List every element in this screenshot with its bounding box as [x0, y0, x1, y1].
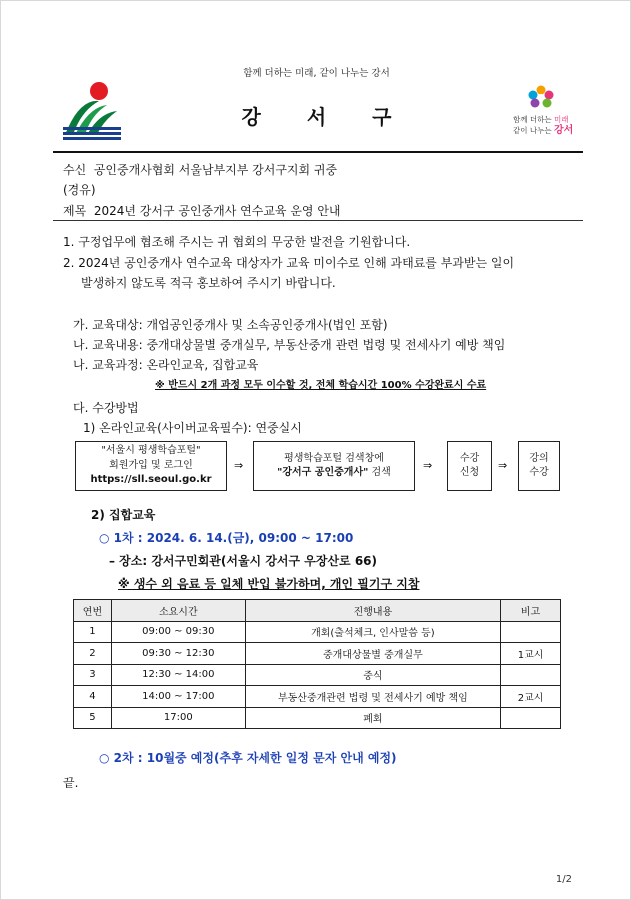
cell-time: 17:00: [111, 707, 245, 729]
table-row: [74, 643, 561, 665]
paragraph-2-line-2: 발생하지 않도록 적극 홍보하여 주시기 바랍니다.: [81, 276, 336, 290]
enrollment-method: 다. 수강방법: [73, 401, 139, 415]
col-header-time: 소요시간: [111, 600, 245, 622]
table-row: [74, 664, 561, 686]
svg-text:함께 더하는 미래: 함께 더하는 미래: [513, 115, 569, 124]
flow-step-apply-line-2: 신청: [459, 467, 480, 478]
cell-content: 개회(출석체크, 인사말씀 등): [245, 621, 500, 643]
cell-content: 중개대상물별 중개실무: [245, 643, 500, 665]
cell-content: 폐회: [245, 707, 500, 729]
subject-label: 제목: [63, 204, 87, 218]
flow-arrow-1: ⇒: [234, 459, 244, 472]
cell-no: 2: [74, 643, 112, 665]
col-header-note: 비고: [501, 600, 561, 622]
flow-step-signup: [75, 441, 227, 491]
cell-time: 12:30 ~ 14:00: [111, 664, 245, 686]
group-education-heading: 2) 집합교육: [91, 508, 156, 522]
flow-search-keyword: "강서구 공인중개사": [277, 467, 369, 478]
flow-step-attend-line-1: 강의: [529, 452, 549, 464]
completion-notice: ※ 반드시 2개 과정 모두 이수할 것, 전체 학습시간 100% 수강완료시 수료: [155, 380, 487, 391]
flow-step-attend-line-2: 수강: [529, 467, 549, 478]
flow-step-search: [253, 441, 415, 491]
flow-arrow-3: ⇒: [498, 459, 508, 472]
flow-step-attend: [518, 441, 560, 491]
cell-no: 4: [74, 686, 112, 708]
cell-note: [501, 621, 561, 643]
cell-content: 중식: [245, 664, 500, 686]
gangseo-slogan-logo: [507, 81, 577, 141]
svg-text:같이 나누는 강서: 같이 나누는 강서: [513, 125, 574, 136]
subject-divider: [53, 220, 583, 221]
flow-step-search-line-2: [277, 466, 391, 481]
cell-no: 1: [74, 621, 112, 643]
cell-no: 3: [74, 664, 112, 686]
table-row: [74, 707, 561, 729]
flow-step-search-line-1: 평생학습포털 검색창에: [284, 452, 384, 464]
header-divider: [53, 151, 583, 153]
flow-step-signup-url: https://sll.seoul.go.kr: [90, 474, 212, 486]
col-header-no: 연번: [74, 600, 112, 622]
cell-note: 1교시: [501, 643, 561, 665]
recipient-value: 공인중개사협회 서울남부지부 강서구지회 귀중: [93, 163, 338, 177]
cell-no: 5: [74, 707, 112, 729]
education-course: 나. 교육과정: 온라인교육, 집합교육: [73, 358, 259, 372]
session-1-venue: – 장소: 강서구민회관(서울시 강서구 우장산로 66): [109, 554, 378, 568]
cell-time: 09:30 ~ 12:30: [111, 643, 245, 665]
education-content: 나. 교육내용: 중개대상물별 중개실무, 부동산중개 관련 법령 및 전세사기 예방 책임: [73, 338, 506, 352]
schedule-table: [73, 599, 561, 729]
cell-content: 부동산중개관련 법령 및 전세사기 예방 책임: [245, 686, 500, 708]
paragraph-2-line-1: 2. 2024년 공인중개사 연수교육 대상자가 교육 미이수로 인해 과태료를 부과받는 일이: [63, 256, 515, 270]
flow-step-signup-line-1: "서울시 평생학습포털": [101, 445, 201, 457]
session-2-notice: ○ 2차 : 10월중 예정(추후 자세한 일정 문자 안내 예정): [99, 751, 397, 765]
flow-step-signup-line-2: 회원가입 및 로그인: [109, 459, 193, 471]
flow-step-apply-line-1: 수강: [459, 452, 480, 464]
page-number: 1/2: [555, 874, 572, 885]
subject-value: 2024년 강서구 공인중개사 연수교육 운영 안내: [93, 204, 341, 218]
education-target: 가. 교육대상: 개업공인중개사 및 소속공인중개사(법인 포함): [73, 318, 388, 332]
subject-line: [63, 202, 341, 219]
cell-time: 09:00 ~ 09:30: [111, 621, 245, 643]
cell-note: [501, 707, 561, 729]
flow-arrow-2: ⇒: [423, 459, 433, 472]
col-header-content: 진행내용: [245, 600, 500, 622]
document-title: 강서구: [241, 105, 438, 129]
recipient-line: [63, 161, 337, 178]
online-education-heading: 1) 온라인교육(사이버교육필수): 연중실시: [83, 421, 302, 435]
flow-search-suffix: 검색: [371, 467, 391, 478]
end-mark: 끝.: [63, 776, 79, 790]
table-row: [74, 686, 561, 708]
session-1-rule: ※ 생수 외 음료 등 일체 반입 불가하며, 개인 필기구 지참: [118, 577, 420, 591]
cell-time: 14:00 ~ 17:00: [111, 686, 245, 708]
flow-step-apply: [447, 441, 492, 491]
via-line: (경유): [63, 183, 96, 197]
schedule-header-row: [74, 600, 561, 622]
slogan-header: 함께 더하는 미래, 같이 나누는 강서: [243, 68, 390, 79]
paragraph-1: 1. 구정업무에 협조해 주시는 귀 협회의 무궁한 발전을 기원합니다.: [63, 235, 411, 249]
cell-note: 2교시: [501, 686, 561, 708]
recipient-label: 수신: [63, 163, 87, 177]
cell-note: [501, 664, 561, 686]
session-1-date: ○ 1차 : 2024. 6. 14.(금), 09:00 ~ 17:00: [99, 531, 354, 545]
table-row: [74, 621, 561, 643]
